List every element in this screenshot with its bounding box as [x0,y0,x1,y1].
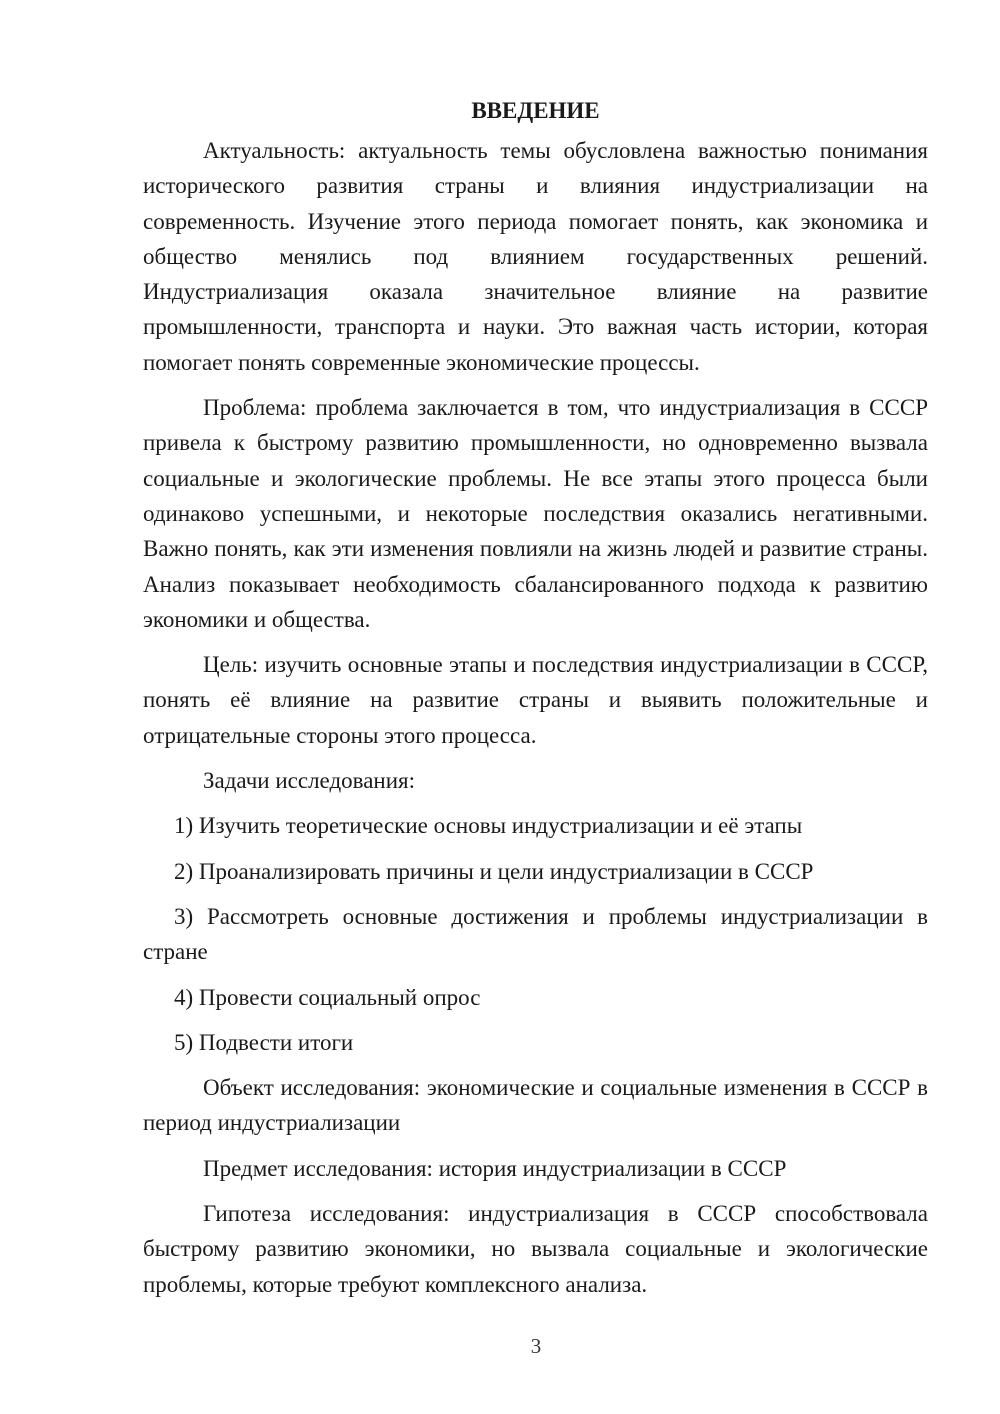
subject-paragraph: Предмет исследования: история индустриализации в СССР [203,1155,787,1181]
task-item: 4) Провести социальный опрос [174,984,481,1010]
task-item: 3) Рассмотреть основные достижения и проблемы индустриализации в стране [143,903,928,965]
section-heading: ВВЕДЕНИЕ [471,98,600,123]
problem-paragraph: Проблема: проблема заключается в том, что индустриализация в СССР привела к быстрому развитию промышленности, но одновременно вызвала социальные и экологические проблемы. Не все этапы этого процесса были одинаково успешными, и некоторые последствия оказались негативными. Важно понять, как эти изменения повлияли на жизнь людей и развитие страны. Анализ показывает необходимость сбалансированного подхода к развитию экономики и общества. [143,395,928,632]
relevance-paragraph: Актуальность: актуальность темы обусловлена важностью понимания исторического развития страны и влияния индустриализации на современность. Изучение этого периода помогает понять, как экономика и общество менялись под влиянием государственных решений. Индустриализация оказала значительное влияние на развитие промышленности, транспорта и науки. Это важная часть истории, которая помогает понять современные экономические процессы. [143,138,928,375]
task-item: 1) Изучить теоретические основы индустриализации и её этапы [174,813,803,839]
tasks-heading: Задачи исследования: [203,768,416,794]
task-item: 5) Подвести итоги [174,1029,354,1055]
page-number: 3 [530,1334,542,1358]
hypothesis-paragraph: Гипотеза исследования: индустриализация в СССР способствовала быстрому развитию экономики, но вызвала социальные и экологические проблемы, которые требуют комплексного анализа. [143,1201,928,1297]
page-content [143,93,928,1312]
object-paragraph: Объект исследования: экономические и социальные изменения в СССР в период индустриализации [143,1075,928,1136]
task-item: 2) Проанализировать причины и цели индустриализации в СССР [174,858,814,884]
goal-paragraph: Цель: изучить основные этапы и последствия индустриализации в СССР, понять её влияние на развитие страны и выявить положительные и отрицательные стороны этого процесса. [143,652,928,748]
